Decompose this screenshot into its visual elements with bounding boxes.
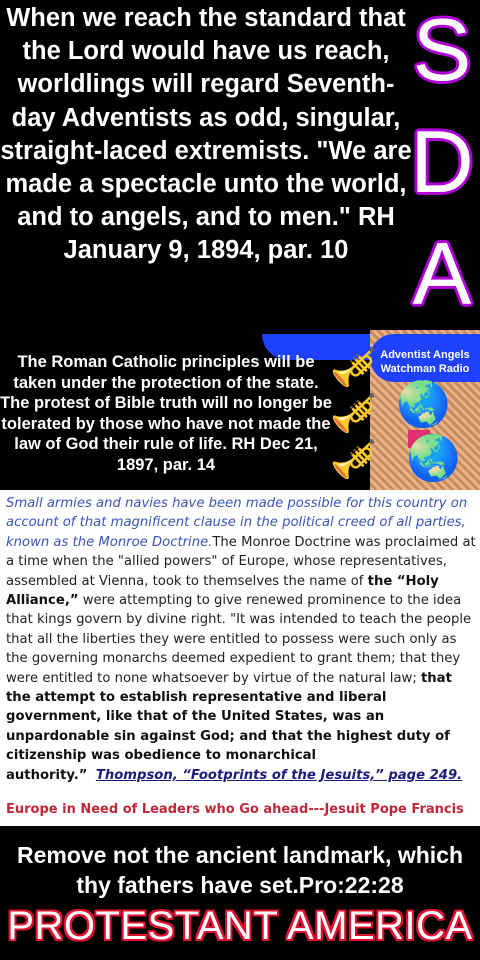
sda-letter-s: S (412, 0, 472, 99)
radio-logo-label: Adventist Angels Watchman Radio (380, 349, 470, 375)
book-body-1: The Monroe Doctrine was proclaimed at a time when the "allied powers" of Europe, whose representatives, assembled at Vienna, took to themselves the name of (6, 534, 476, 589)
sda-letters (404, 0, 480, 330)
book-bold-conclusion: that the attempt to establish representative and liberal government, like that of the United States, was an unpardonable sin against God; and that the highest duty of citizenship was obedience to monarchical authority.” (6, 670, 452, 783)
middle-quote: The Roman Catholic principles will be taken under the protection of the state. The protest of Bible truth will no longer be tolerated by those who have not made the law of God their rule of life. RH Dec 21, 1897, par. 14 (0, 353, 332, 474)
book-body-2: were attempting to give renewed prominence to the idea that kings govern by divine right. "It was intended to teach the people that all the liberties they were entitled to possess were such only as the governing monarchs deemed expedient to grant them; that they were entitled to none whatsoever by virtue of the natural law; (6, 593, 472, 686)
top-quote: When we reach the standard that the Lord would have us reach, worldlings will regard Seventh-day Adventists as odd, singular, straight-laced extremists. "We are made a spectacle unto the world, and to angels, and to men." RH January 9, 1894, par. 10 (0, 4, 412, 265)
trumpet-icon: 🎺 (330, 347, 378, 389)
book-excerpt-text (6, 494, 478, 785)
book-reference: Thompson, “Footprints of the Jesuits,” page 249. (95, 767, 463, 783)
book-intro: Small armies and navies have been made possible for this country on account of that magnificent clause in the political creed of all parties, known as the Monroe Doctrine. (6, 496, 468, 550)
trumpet-icon: 🎺 (330, 393, 378, 435)
sda-letter-a: A (412, 224, 472, 323)
sda-letter-d: D (410, 112, 474, 211)
protestant-america-banner: PROTESTANT AMERICA (7, 904, 473, 948)
bottom-quote: Remove not the ancient landmark, which thy fathers have set.Pro:22:28 (16, 842, 464, 898)
trumpet-icon: 🎺 (330, 439, 378, 481)
globe-icon: 🌏 (406, 434, 461, 483)
book-holy-alliance: the “Holy Alliance,” (6, 573, 439, 609)
globe-icon: 🌏 (396, 380, 451, 429)
book-footer-caption: Europe in Need of Leaders who Go ahead---Jesuit Pope Francis (6, 802, 464, 817)
book-excerpt-panel (0, 490, 480, 826)
